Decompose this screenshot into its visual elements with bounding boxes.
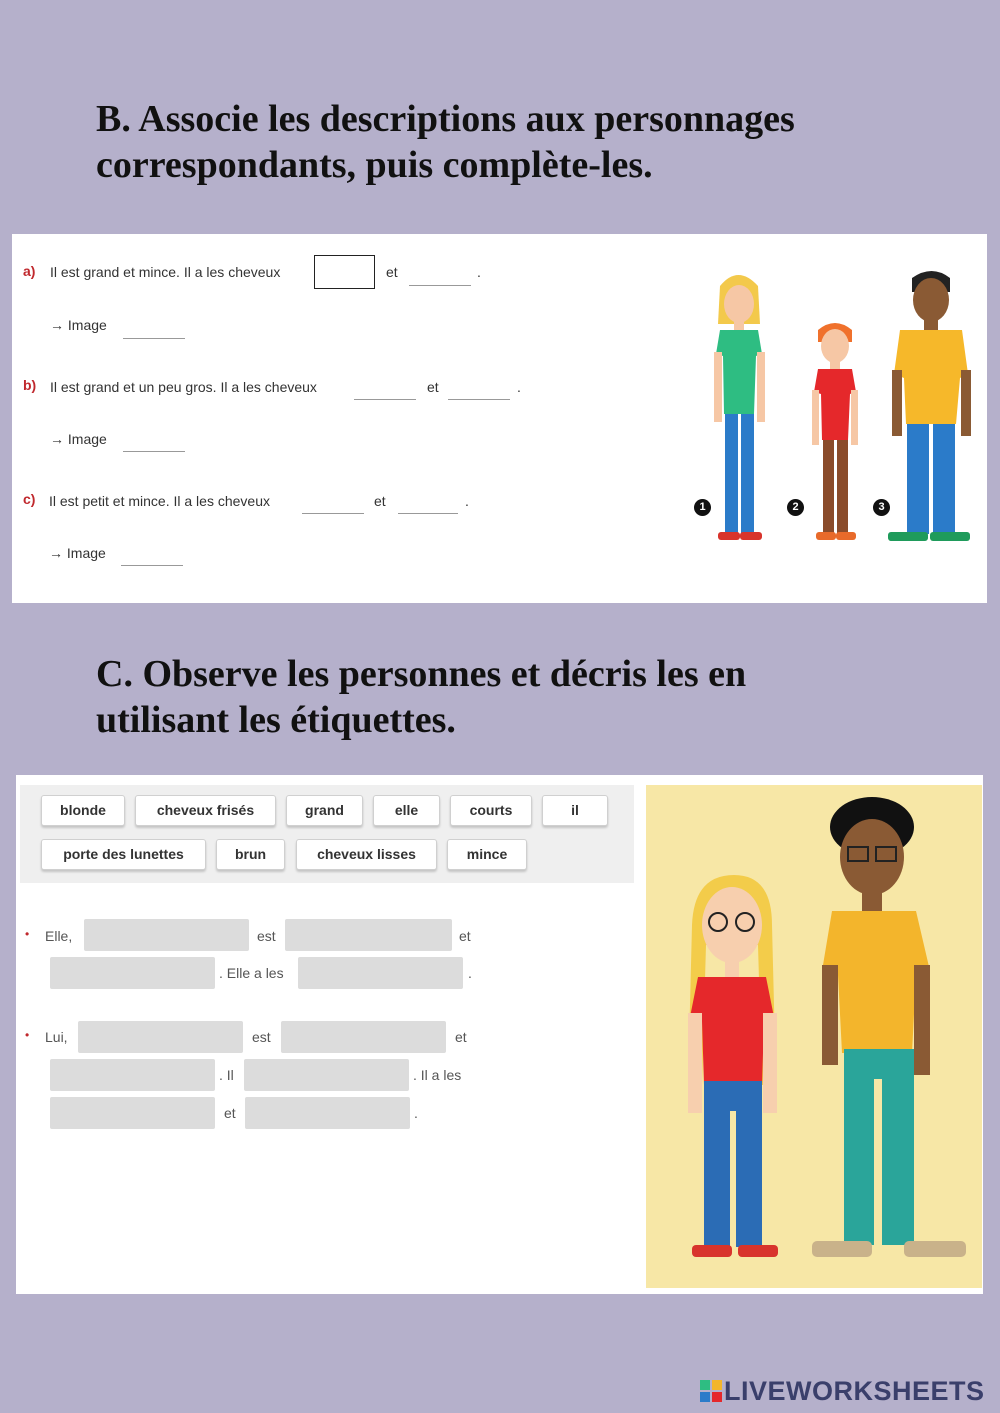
elle-start: Elle, — [45, 928, 73, 944]
girl-figure — [688, 875, 778, 1257]
lui-il: . Il — [219, 1067, 234, 1083]
elle-et: et — [459, 928, 471, 944]
lui-bullet: • — [25, 1028, 30, 1042]
section-b-panel — [12, 234, 987, 603]
liveworksheets-logo-icon — [700, 1380, 722, 1402]
question-a-hair-input-2[interactable] — [409, 285, 471, 286]
elle-drop-zone-2[interactable] — [285, 919, 452, 951]
tag-cheveux-frises[interactable]: cheveux frisés — [135, 795, 276, 826]
elle-bullet: • — [25, 927, 30, 941]
lui-drop-zone-2[interactable] — [281, 1021, 446, 1053]
question-a-period: . — [477, 264, 481, 280]
question-b-and: et — [427, 379, 439, 395]
question-b-text: Il est grand et un peu gros. Il a les cheveux — [50, 379, 317, 395]
lui-period: . — [414, 1105, 418, 1121]
tag-mince[interactable]: mince — [447, 839, 527, 870]
section-c-title-line2: utilisant les étiquettes. — [96, 699, 456, 741]
question-b-image-label: → Image — [50, 431, 107, 447]
question-c-text: Il est petit et mince. Il a les cheveux — [49, 493, 270, 509]
question-c-hair-input-1[interactable] — [302, 513, 364, 514]
section-c-panel — [16, 775, 983, 1294]
liveworksheets-logo-text: LIVEWORKSHEETS — [724, 1376, 985, 1406]
lui-drop-zone-1[interactable] — [78, 1021, 243, 1053]
elle-drop-zone-3[interactable] — [50, 957, 215, 989]
question-b-letter: b) — [23, 377, 37, 393]
elle-period: . — [468, 965, 472, 981]
question-b-period: . — [517, 379, 521, 395]
lui-drop-zone-4[interactable] — [244, 1059, 409, 1091]
question-c-letter: c) — [23, 491, 36, 507]
question-b-hair-input-2[interactable] — [448, 399, 510, 400]
question-c-hair-input-2[interactable] — [398, 513, 458, 514]
question-a-image-label: → Image — [50, 317, 107, 333]
character-1-figure — [714, 275, 765, 540]
lui-et: et — [455, 1029, 467, 1045]
tag-il[interactable]: il — [542, 795, 608, 826]
liveworksheets-logo — [700, 1376, 985, 1410]
question-b-hair-input-1[interactable] — [354, 399, 416, 400]
character-3-number: 3 — [873, 499, 890, 516]
character-2-figure — [812, 323, 858, 540]
question-a-and: et — [386, 264, 398, 280]
elle-a-les: . Elle a les — [219, 965, 284, 981]
boy-figure — [812, 797, 966, 1257]
lui-start: Lui, — [45, 1029, 68, 1045]
section-b-title — [96, 96, 916, 188]
elle-drop-zone-4[interactable] — [298, 957, 463, 989]
character-1-number: 1 — [694, 499, 711, 516]
question-a-image-input[interactable] — [123, 338, 185, 339]
character-2-number: 2 — [787, 499, 804, 516]
two-people-illustration — [646, 785, 982, 1288]
tag-brun[interactable]: brun — [216, 839, 285, 870]
question-a-hair-input-1[interactable] — [314, 255, 375, 289]
tag-blonde[interactable]: blonde — [41, 795, 125, 826]
two-people-drawing — [646, 785, 982, 1288]
question-b-image-input[interactable] — [123, 451, 185, 452]
lui-il-a-les: . Il a les — [413, 1067, 462, 1083]
question-c-and: et — [374, 493, 386, 509]
lui-drop-zone-6[interactable] — [245, 1097, 410, 1129]
lui-drop-zone-5[interactable] — [50, 1097, 215, 1129]
three-characters-illustration — [690, 264, 980, 549]
tag-porte-des-lunettes[interactable]: porte des lunettes — [41, 839, 206, 870]
elle-est: est — [257, 928, 276, 944]
question-a-text: Il est grand et mince. Il a les cheveux — [50, 264, 281, 280]
section-c-title — [96, 651, 916, 743]
section-b-title-line1: B. Associe les descriptions aux personnages — [96, 98, 795, 140]
question-c-image-input[interactable] — [121, 565, 183, 566]
question-c-period: . — [465, 493, 469, 509]
section-b-title-line2: correspondants, puis complète-les. — [96, 144, 653, 186]
question-a-letter: a) — [23, 263, 36, 279]
character-3-figure — [888, 271, 971, 541]
tag-courts[interactable]: courts — [450, 795, 532, 826]
lui-est: est — [252, 1029, 271, 1045]
question-c-image-label: → Image — [49, 545, 106, 561]
lui-drop-zone-3[interactable] — [50, 1059, 215, 1091]
section-c-title-line1: C. Observe les personnes et décris les en — [96, 653, 747, 695]
lui-et-2: et — [224, 1105, 236, 1121]
tag-bank — [20, 785, 634, 883]
tag-elle[interactable]: elle — [373, 795, 440, 826]
elle-drop-zone-1[interactable] — [84, 919, 249, 951]
tag-cheveux-lisses[interactable]: cheveux lisses — [296, 839, 437, 870]
tag-grand[interactable]: grand — [286, 795, 363, 826]
